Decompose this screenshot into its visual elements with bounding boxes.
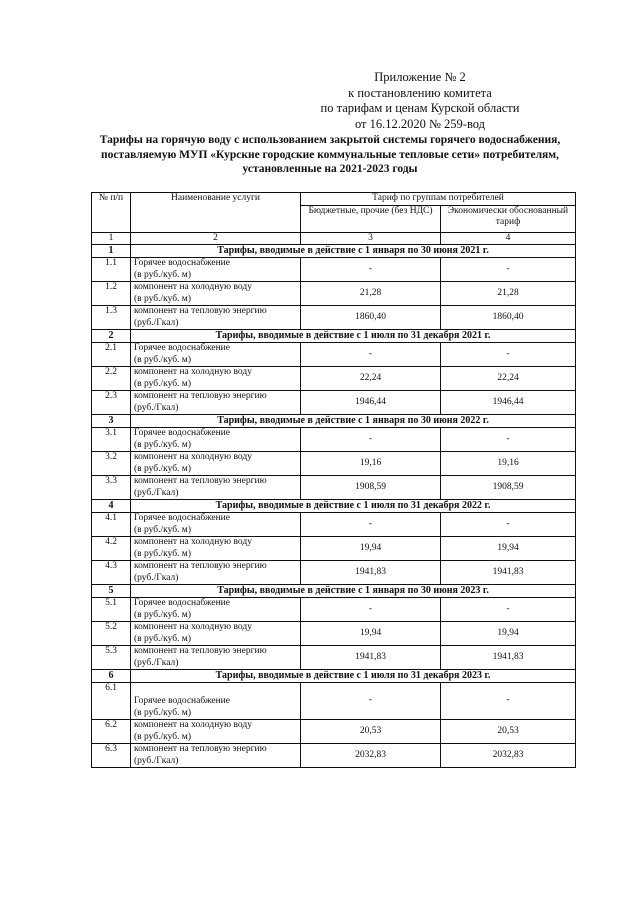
- tariff-economic-value: 1946,44: [441, 391, 576, 415]
- table-row: [92, 391, 576, 415]
- index-1: 1: [92, 232, 131, 245]
- service-name: [131, 598, 301, 622]
- service-unit: (в руб./куб. м): [134, 707, 191, 718]
- table-header-row: [92, 193, 576, 206]
- table-index-row: [92, 232, 576, 245]
- appendix-ref-line: к постановлению комитета: [348, 85, 492, 100]
- index-4: 4: [441, 232, 576, 245]
- service-unit: (в руб./куб. м): [134, 269, 191, 280]
- tariff-economic-value: 19,94: [441, 622, 576, 646]
- row-number: 6.2: [92, 720, 131, 744]
- section-number: 5: [92, 585, 131, 598]
- service-name: [131, 646, 301, 670]
- service-unit: (в руб./куб. м): [134, 548, 191, 559]
- service-unit: (в руб./куб. м): [134, 354, 191, 365]
- appendix-date: от 16.12.2020 № 259-вод: [354, 116, 486, 131]
- index-3: 3: [301, 232, 441, 245]
- header-num: № п/п: [92, 193, 131, 233]
- tariff-table-body: [92, 193, 576, 768]
- service-unit: (в руб./куб. м): [134, 609, 191, 620]
- tariff-budget-value: -: [301, 598, 441, 622]
- index-2: 2: [131, 232, 301, 245]
- service-unit: (в руб./куб. м): [134, 524, 191, 535]
- tariff-budget-value: 22,24: [301, 367, 441, 391]
- tariff-budget-value: -: [301, 258, 441, 282]
- service-name: [131, 513, 301, 537]
- service-name-line: Горячее водоснабжение: [134, 513, 230, 523]
- service-name: [131, 258, 301, 282]
- row-number: 3.3: [92, 476, 131, 500]
- tariff-budget-value: 20,53: [301, 720, 441, 744]
- appendix-number: Приложение № 2: [374, 70, 466, 84]
- section-number: 4: [92, 500, 131, 513]
- section-title: Тарифы, вводимые в действие с 1 июля по 31 декабря 2022 г.: [131, 500, 576, 513]
- table-row: [92, 282, 576, 306]
- table-row: [92, 258, 576, 282]
- tariff-economic-value: 1941,83: [441, 646, 576, 670]
- service-name-line: Горячее водоснабжение: [134, 258, 230, 268]
- service-name-line: компонент на холодную воду: [134, 622, 252, 632]
- tariff-economic-value: 20,53: [441, 720, 576, 744]
- service-name: [131, 343, 301, 367]
- section-row: [92, 245, 576, 258]
- service-unit: (руб./Гкал): [134, 402, 179, 413]
- tariff-budget-value: -: [301, 513, 441, 537]
- section-row: [92, 585, 576, 598]
- tariff-budget-value: -: [301, 343, 441, 367]
- service-name: [131, 683, 301, 720]
- section-title: Тарифы, вводимые в действие с 1 июля по 31 декабря 2023 г.: [131, 670, 576, 683]
- service-unit: (в руб./куб. м): [134, 463, 191, 474]
- tariff-economic-value: 21,28: [441, 282, 576, 306]
- service-name-line: компонент на холодную воду: [134, 720, 252, 730]
- tariff-budget-value: -: [301, 428, 441, 452]
- tariff-economic-value: -: [441, 258, 576, 282]
- table-row: [92, 537, 576, 561]
- tariff-budget-value: 1941,83: [301, 561, 441, 585]
- table-row: [92, 622, 576, 646]
- section-title: Тарифы, вводимые в действие с 1 января по 30 июня 2022 г.: [131, 415, 576, 428]
- service-name: [131, 282, 301, 306]
- tariff-budget-value: 1860,40: [301, 306, 441, 330]
- section-number: 6: [92, 670, 131, 683]
- table-row: [92, 646, 576, 670]
- section-title: Тарифы, вводимые в действие с 1 июля по 31 декабря 2021 г.: [131, 330, 576, 343]
- row-number: 3.2: [92, 452, 131, 476]
- header-group: Тариф по группам потребителей: [301, 193, 576, 206]
- service-name-line: компонент на холодную воду: [134, 282, 252, 292]
- table-row: [92, 683, 576, 720]
- service-name-line: Горячее водоснабжение: [134, 598, 230, 608]
- tariff-economic-value: 1941,83: [441, 561, 576, 585]
- row-number: 2.3: [92, 391, 131, 415]
- service-name: [131, 391, 301, 415]
- row-number: 4.2: [92, 537, 131, 561]
- service-name: [131, 537, 301, 561]
- row-number: 1.1: [92, 258, 131, 282]
- title-line-2: поставляемую МУП «Курские городские коммунальные тепловые сети» потребителям,: [101, 148, 559, 161]
- row-number: 5.3: [92, 646, 131, 670]
- service-name: [131, 428, 301, 452]
- row-number: 3.1: [92, 428, 131, 452]
- tariff-budget-value: 2032,83: [301, 744, 441, 768]
- service-name-line: компонент на тепловую энергию: [134, 744, 267, 754]
- row-number: 6.1: [92, 683, 131, 720]
- service-name: [131, 720, 301, 744]
- header-name: Наименование услуги: [131, 193, 301, 233]
- section-number: 3: [92, 415, 131, 428]
- service-name-line: компонент на тепловую энергию: [134, 561, 267, 571]
- service-unit: (в руб./куб. м): [134, 439, 191, 450]
- service-unit: (руб./Гкал): [134, 572, 179, 583]
- table-row: [92, 476, 576, 500]
- tariff-economic-value: 19,94: [441, 537, 576, 561]
- service-name: [131, 744, 301, 768]
- tariff-economic-value: 2032,83: [441, 744, 576, 768]
- service-name-line: компонент на тепловую энергию: [134, 646, 267, 656]
- row-number: 5.2: [92, 622, 131, 646]
- service-name-line: компонент на холодную воду: [134, 452, 252, 462]
- tariff-budget-value: 19,16: [301, 452, 441, 476]
- service-name-line: компонент на холодную воду: [134, 367, 252, 377]
- appendix-header: [300, 70, 540, 132]
- title-line-1: Тарифы на горячую воду с использованием закрытой системы горячего водоснабжения,: [99, 134, 561, 146]
- tariff-economic-value: 19,16: [441, 452, 576, 476]
- table-row: [92, 744, 576, 768]
- tariff-budget-value: 1941,83: [301, 646, 441, 670]
- table-row: [92, 513, 576, 537]
- table-row: [92, 343, 576, 367]
- service-name-line: Горячее водоснабжение: [134, 343, 230, 353]
- service-name: [131, 367, 301, 391]
- tariff-economic-value: -: [441, 598, 576, 622]
- section-title: Тарифы, вводимые в действие с 1 января по 30 июня 2021 г.: [131, 245, 576, 258]
- section-number: 2: [92, 330, 131, 343]
- tariff-economic-value: 22,24: [441, 367, 576, 391]
- tariff-economic-value: -: [441, 343, 576, 367]
- row-number: 1.3: [92, 306, 131, 330]
- tariff-budget-value: -: [301, 683, 441, 720]
- service-name-line: компонент на тепловую энергию: [134, 476, 267, 486]
- table-row: [92, 720, 576, 744]
- service-name: [131, 306, 301, 330]
- service-name: [131, 561, 301, 585]
- title-line-3: установленные на 2021-2023 годы: [242, 163, 418, 175]
- tariff-budget-value: 1908,59: [301, 476, 441, 500]
- service-unit: (руб./Гкал): [134, 755, 179, 766]
- section-title: Тарифы, вводимые в действие с 1 января по 30 июня 2023 г.: [131, 585, 576, 598]
- service-name-line: компонент на тепловую энергию: [134, 391, 267, 401]
- row-number: 5.1: [92, 598, 131, 622]
- header-col-economic: Экономически обоснованный тариф: [441, 205, 576, 232]
- service-unit: (руб./Гкал): [134, 317, 179, 328]
- service-unit: (в руб./куб. м): [134, 293, 191, 304]
- row-number: 6.3: [92, 744, 131, 768]
- tariff-economic-value: 1908,59: [441, 476, 576, 500]
- section-number: 1: [92, 245, 131, 258]
- service-unit: (руб./Гкал): [134, 657, 179, 668]
- table-row: [92, 306, 576, 330]
- service-name: [131, 622, 301, 646]
- section-row: [92, 670, 576, 683]
- table-row: [92, 561, 576, 585]
- tariff-economic-value: -: [441, 428, 576, 452]
- service-name: [131, 452, 301, 476]
- row-number: 4.1: [92, 513, 131, 537]
- table-row: [92, 598, 576, 622]
- service-name-line: компонент на холодную воду: [134, 537, 252, 547]
- appendix-authority: по тарифам и ценам Курской области: [320, 101, 520, 115]
- tariff-economic-value: 1860,40: [441, 306, 576, 330]
- document-title: [80, 133, 580, 177]
- row-number: 2.2: [92, 367, 131, 391]
- row-number: 1.2: [92, 282, 131, 306]
- service-name-line: компонент на тепловую энергию: [134, 306, 267, 316]
- service-unit: (в руб./куб. м): [134, 378, 191, 389]
- service-name-line: Горячее водоснабжение: [134, 696, 230, 706]
- service-unit: (руб./Гкал): [134, 487, 179, 498]
- service-name-line: Горячее водоснабжение: [134, 428, 230, 438]
- service-unit: (в руб./куб. м): [134, 731, 191, 742]
- tariff-economic-value: -: [441, 513, 576, 537]
- service-name: [131, 476, 301, 500]
- section-row: [92, 415, 576, 428]
- tariff-table: [91, 192, 576, 768]
- tariff-budget-value: 19,94: [301, 537, 441, 561]
- table-row: [92, 367, 576, 391]
- row-number: 2.1: [92, 343, 131, 367]
- section-row: [92, 500, 576, 513]
- tariff-economic-value: -: [441, 683, 576, 720]
- table-row: [92, 428, 576, 452]
- tariff-budget-value: 21,28: [301, 282, 441, 306]
- service-unit: (в руб./куб. м): [134, 633, 191, 644]
- section-row: [92, 330, 576, 343]
- header-col-budget: Бюджетные, прочие (без НДС): [301, 205, 441, 232]
- tariff-budget-value: 19,94: [301, 622, 441, 646]
- tariff-budget-value: 1946,44: [301, 391, 441, 415]
- row-number: 4.3: [92, 561, 131, 585]
- table-row: [92, 452, 576, 476]
